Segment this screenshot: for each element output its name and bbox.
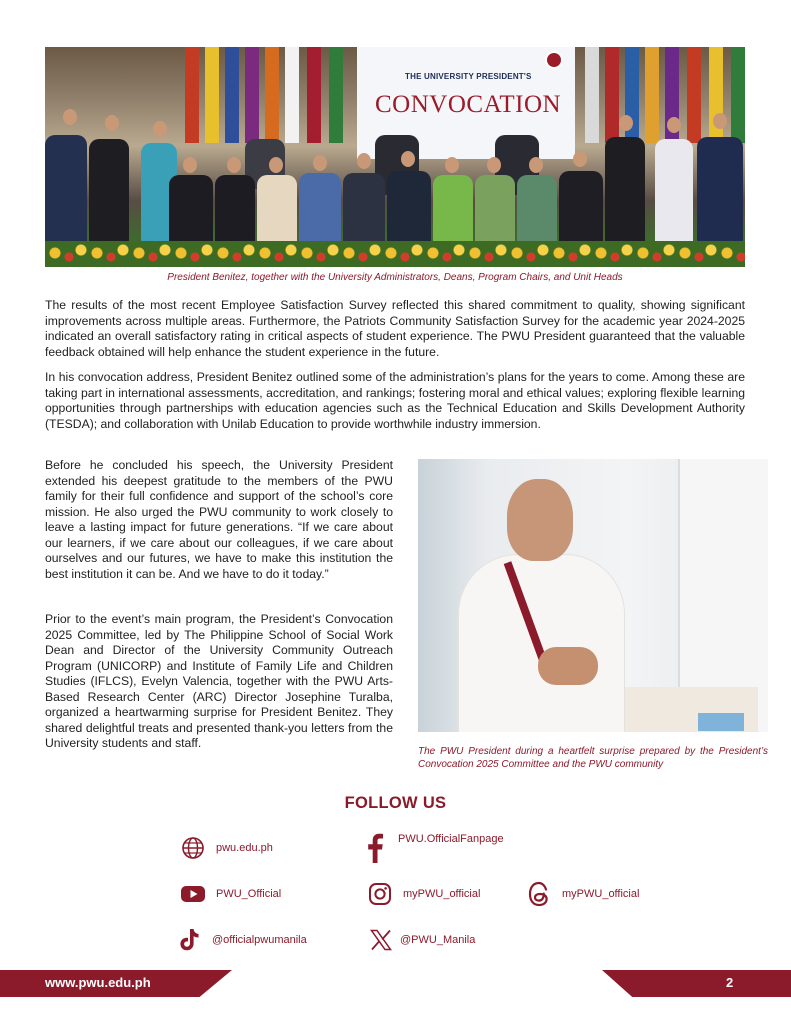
- social-tiktok[interactable]: [176, 927, 307, 953]
- social-threads[interactable]: [526, 881, 639, 907]
- paragraph-surprise: Prior to the event’s main program, the President’s Convocation 2025 Committee, led by The Philippine School of Social Work Dean and Director of the University Community Outreach Program (UNICORP) and Institute of Family Life and Children Studies (IFLCS), Evelyn Valencia, together with the PWU Arts-Based Research Center (ARC) Director Josephine Turalba, organized a heartwarming surprise for President Benitez. They shared delightful treats and presented thank-you letters from the University students and staff.: [45, 612, 393, 750]
- social-x[interactable]: [368, 927, 475, 953]
- banner-subtitle: THE UNIVERSITY PRESIDENT'S: [405, 72, 532, 81]
- footer-website[interactable]: www.pwu.edu.ph: [45, 975, 151, 990]
- paragraph-gratitude: Before he concluded his speech, the University President extended his deepest gratitude to the members of the PWU family for their full confidence and support of the school’s core mission. He also urged the PWU community to work closely to leave a lasting impact for future generations. “If we care about our learners, if we care about our colleagues, if we care about ourselves and our futures, we have to make this institution the best institution it can be. And we have to do it today.”: [45, 458, 393, 581]
- social-instagram[interactable]: [367, 881, 480, 907]
- convocation-group-photo: [45, 47, 745, 267]
- banner-title: CONVOCATION: [375, 91, 562, 118]
- social-youtube[interactable]: [180, 881, 281, 907]
- x-icon: [368, 927, 394, 953]
- globe-icon: [180, 835, 206, 861]
- instagram-icon: [367, 881, 393, 907]
- website-link[interactable]: pwu.edu.ph: [216, 842, 273, 854]
- page-number: 2: [726, 975, 734, 990]
- instagram-link[interactable]: myPWU_official: [403, 888, 481, 900]
- flower-arrangement: [45, 241, 745, 267]
- youtube-icon: [180, 881, 206, 907]
- follow-us-heading: FOLLOW US: [344, 794, 447, 812]
- pwu-logo: [545, 51, 563, 69]
- president-surprise-photo: [418, 459, 768, 732]
- social-facebook[interactable]: [362, 833, 504, 865]
- facebook-icon: [362, 833, 388, 865]
- tiktok-link[interactable]: @officialpwumanila: [212, 934, 307, 946]
- youtube-link[interactable]: PWU_Official: [216, 888, 282, 900]
- social-website[interactable]: [180, 835, 273, 861]
- group-photo-caption: President Benitez, together with the University Administrators, Deans, Program Chairs, and Unit Heads: [167, 272, 623, 283]
- surprise-photo-caption: The PWU President during a heartfelt surprise prepared by the President’s Convocation 2025 Committee and the PWU community: [418, 746, 768, 770]
- paragraph-survey-results: The results of the most recent Employee Satisfaction Survey reflected this shared commitment to quality, showing significant improvements across multiple areas. Furthermore, the Patriots Community Satisfaction Survey for the academic year 2024-2025 indicated an overall satisfactory rating in critical aspects of student experience. The PWU President guaranteed that the valuable feedback obtained will help enhance the student experience in the future.: [45, 298, 745, 359]
- threads-link[interactable]: myPWU_official: [562, 888, 640, 900]
- facebook-link[interactable]: PWU.OfficialFanpage: [398, 833, 504, 845]
- threads-icon: [526, 881, 552, 907]
- footer-right-band: [602, 970, 791, 997]
- tiktok-icon: [176, 927, 202, 953]
- x-link[interactable]: @PWU_Manila: [400, 934, 476, 946]
- paragraph-convocation-address: In his convocation address, President Benitez outlined some of the administration’s plans for the years to come. Among these are taking part in international assessments, accreditation, and rankings; fostering moral and ethical values; exploring flexible learning opportunities through partnerships with education agencies such as the Technical Education and Skills Development Authority (TESDA); and collaboration with Unilab Education to provide worthwhile industry immersion.: [45, 370, 745, 431]
